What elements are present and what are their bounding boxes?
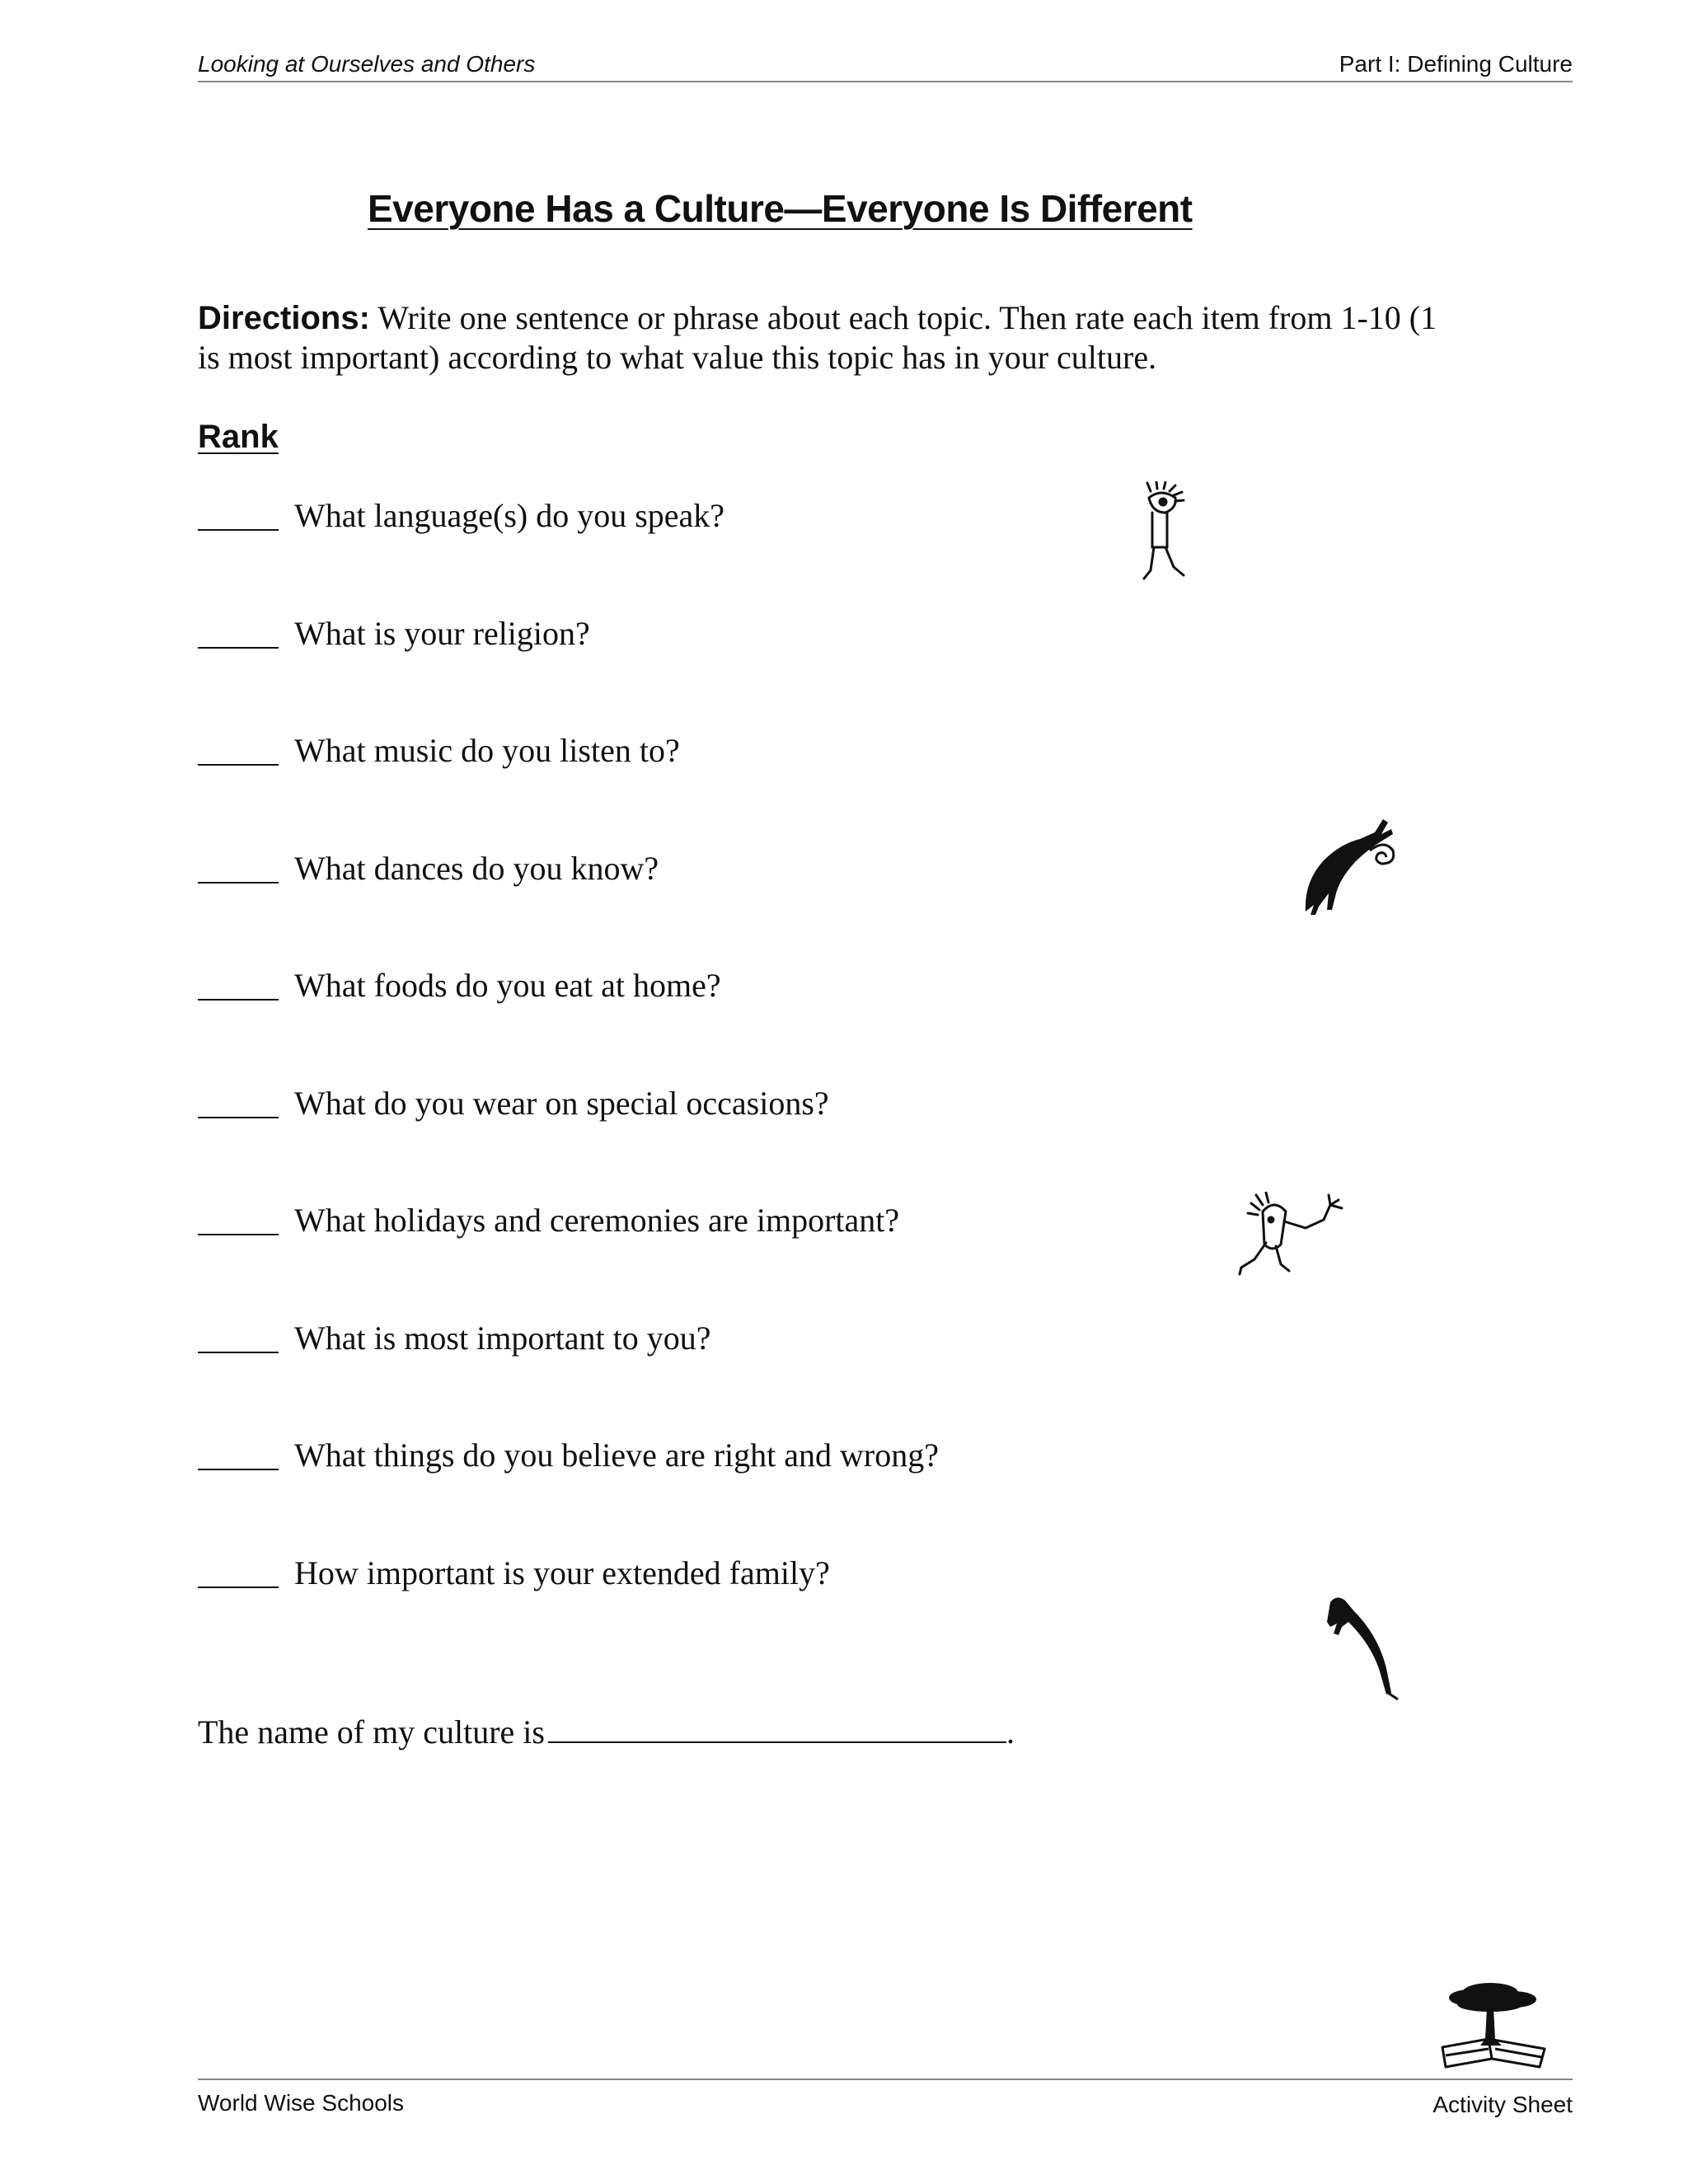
question-item: [198, 494, 1269, 612]
dancing-figure-icon: [1299, 814, 1409, 916]
question-text: What do you wear on special occasions?: [294, 1084, 829, 1122]
directions-text: Write one sentence or phrase about each topic. Then rate each item from 1-10 (1 is most important) according to what value this topic has in your culture.: [198, 299, 1437, 376]
rank-blank[interactable]: [198, 1117, 279, 1118]
culture-name-blank[interactable]: [548, 1713, 1006, 1743]
question-item: [198, 1082, 1269, 1200]
running-footer: [198, 2079, 1573, 2130]
page-title: Everyone Has a Culture—Everyone Is Different: [368, 187, 1193, 230]
culture-prompt: The name of my culture is: [198, 1713, 545, 1750]
question-text: What foods do you eat at home?: [294, 967, 721, 1004]
question-item: [198, 847, 1269, 965]
rank-blank[interactable]: [198, 1352, 279, 1353]
question-text: What is most important to you?: [294, 1319, 711, 1357]
running-header: [198, 51, 1573, 82]
question-item: [198, 964, 1269, 1082]
question-text: What things do you believe are right and wrong?: [294, 1436, 939, 1474]
question-text: What is your religion?: [294, 614, 590, 652]
stick-figure-icon: [1141, 481, 1198, 585]
question-text: What holidays and ceremonies are important?: [294, 1202, 900, 1239]
directions-label: Directions:: [198, 300, 370, 336]
header-left-title: Looking at Ourselves and Others: [198, 51, 536, 77]
directions: [198, 298, 1451, 377]
rank-blank[interactable]: [198, 1469, 279, 1470]
question-list: [198, 494, 1269, 1669]
rank-blank[interactable]: [198, 529, 279, 531]
question-item: [198, 1317, 1269, 1435]
header-right-section: Part I: Defining Culture: [1339, 51, 1573, 77]
footer-left-publisher: World Wise Schools: [198, 2090, 405, 2116]
culture-name-line: [198, 1713, 1015, 1751]
rank-blank[interactable]: [198, 1234, 279, 1235]
question-item: [198, 1199, 1269, 1317]
question-item: [198, 612, 1269, 730]
rank-blank[interactable]: [198, 764, 279, 766]
rank-blank[interactable]: [198, 647, 279, 649]
question-item: [198, 1552, 1269, 1670]
footer-right-label: Activity Sheet: [1432, 2092, 1573, 2117]
question-text: What language(s) do you speak?: [294, 497, 725, 534]
bending-figure-icon: [1320, 1594, 1400, 1701]
question-text: What music do you listen to?: [294, 732, 680, 769]
culture-period: .: [1006, 1713, 1015, 1750]
question-text: What dances do you know?: [294, 849, 659, 887]
waving-figure-icon: [1238, 1192, 1348, 1282]
rank-heading: Rank: [198, 419, 279, 455]
rank-blank[interactable]: [198, 1586, 279, 1588]
rank-blank[interactable]: [198, 882, 279, 883]
tree-book-logo-icon: [1437, 1976, 1550, 2074]
question-item: [198, 729, 1269, 847]
rank-blank[interactable]: [198, 999, 279, 1001]
question-item: [198, 1434, 1269, 1552]
question-text: How important is your extended family?: [294, 1554, 830, 1591]
